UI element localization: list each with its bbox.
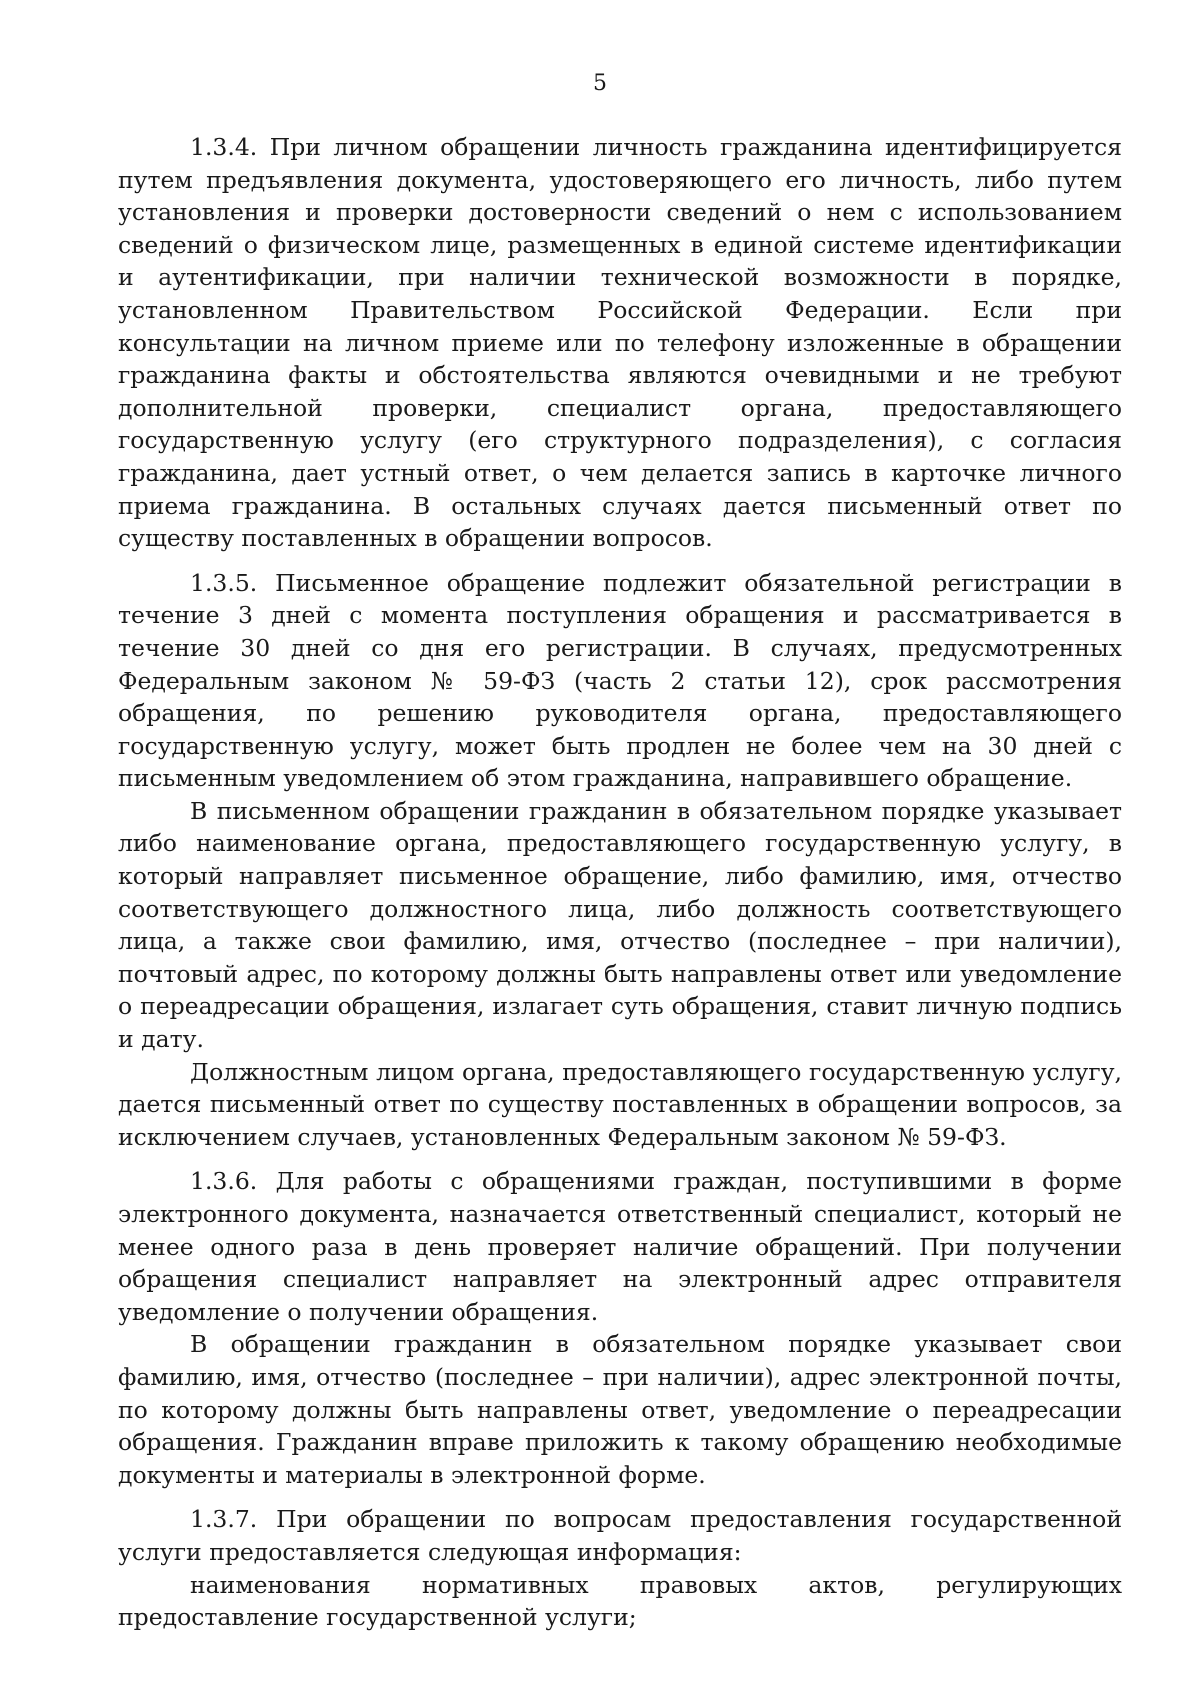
paragraph-1-3-5: 1.3.5. Письменное обращение подлежит обязательной регистрации в течение 3 дней с момента поступления обращения и рассматривается в течение 30 дней со дня его регистрации. В случаях, предусмотренных Федеральным законом № 59-ФЗ (часть 2 статьи 12), срок рассмотрения обращения, по решению руководителя органа, предоставляющего государственную услугу, может быть продлен не более чем на 30 дней с письменным уведомлением об этом гражданина, направившего обращение. (118, 568, 1122, 793)
document-body (118, 131, 1122, 1634)
paragraph-1-3-4: 1.3.4. При личном обращении личность гражданина идентифицируется путем предъявления документа, удостоверяющего его личность, либо путем установления и проверки достоверности сведений о нем с использованием сведений о физическом лице, размещенных в единой системе идентификации и аутентификации, при наличии технической возможности в порядке, установленном Правительством Российской Федерации. Если при консультации на личном приеме или по телефону изложенные в обращении гражданина факты и обстоятельства являются очевидными и не требуют дополнительной проверки, специалист органа, предоставляющего государственную услугу (его структурного подразделения), с согласия гражданина, дает устный ответ, о чем делается запись в карточке личного приема гражданина. В остальных случаях дается письменный ответ по существу поставленных в обращении вопросов. (118, 133, 1122, 553)
paragraph-1-3-7: 1.3.7. При обращении по вопросам предоставления государственной услуги предоставляется следующая информация: (118, 1505, 1122, 1566)
paragraph-electronic-request-requirements: В обращении гражданин в обязательном порядке указывает свои фамилию, имя, отчество (последнее – при наличии), адрес электронной почты, по которому должны быть направлены ответ, уведомление о переадресации обращения. Гражданин вправе приложить к такому обращению необходимые документы и материалы в электронной форме. (118, 1330, 1122, 1489)
paragraph-official-written-response: Должностным лицом органа, предоставляющего государственную услугу, дается письменный ответ по существу поставленных в обращении вопросов, за исключением случаев, установленных Федеральным законом № 59-ФЗ. (118, 1057, 1122, 1151)
paragraph-written-request-requirements: В письменном обращении гражданин в обязательном порядке указывает либо наименование органа, предоставляющего государственную услугу, в который направляет письменное обращение, либо фамилию, имя, отчество соответствующего должностного лица, либо должность соответствующего лица, а также свои фамилию, имя, отчество (последнее – при наличии), почтовый адрес, по которому должны быть направлены ответ или уведомление о переадресации обращения, излагает суть обращения, ставит личную подпись и дату. (118, 796, 1122, 1054)
page-number: 5 (593, 71, 607, 96)
paragraph-1-3-6: 1.3.6. Для работы с обращениями граждан, поступившими в форме электронного документа, назначается ответственный специалист, который не менее одного раза в день проверяет наличие обращений. При получении обращения специалист направляет на электронный адрес отправителя уведомление о получении обращения. (118, 1167, 1122, 1326)
paragraph-regulatory-acts-item: наименования нормативных правовых актов, регулирующих предоставление государственной услуги; (118, 1570, 1122, 1632)
